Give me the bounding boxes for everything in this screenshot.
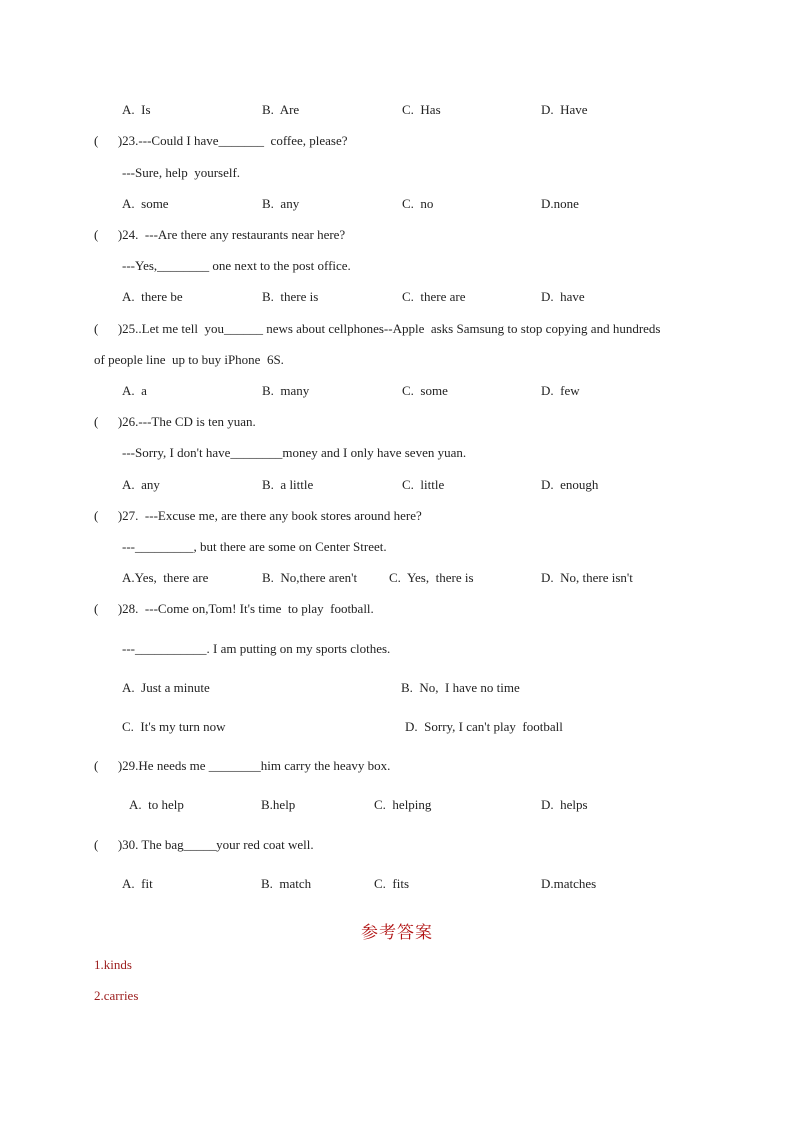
q27-reply: ---_________, but there are some on Center Street.: [122, 539, 387, 554]
q24-option-b: B. there is: [262, 289, 319, 304]
q25-option-d: D. few: [541, 383, 580, 398]
q24-option-d: D. have: [541, 289, 585, 304]
q28-option-a: A. Just a minute: [122, 680, 210, 695]
q25-option-b: B. many: [262, 383, 310, 398]
q27-stem: ( )27. ---Excuse me, are there any book stores around here?: [94, 508, 422, 523]
q23-reply: ---Sure, help yourself.: [122, 165, 241, 180]
q25-stem: ( )25..Let me tell you______ news about cellphones--Apple asks Samsung to stop copying and hundreds: [94, 321, 661, 336]
q26-stem: ( )26.---The CD is ten yuan.: [94, 414, 256, 429]
q30-option-d: D.matches: [541, 876, 597, 891]
q23-option-c: C. no: [402, 196, 434, 211]
q26-option-b: B. a little: [262, 477, 314, 492]
q30-option-b: B. match: [261, 876, 312, 891]
q29-option-c: C. helping: [374, 797, 432, 812]
q22-option-a: A. Is: [122, 102, 151, 117]
q28-reply: ---___________. I am putting on my sports clothes.: [122, 641, 391, 656]
q22-option-d: D. Have: [541, 102, 588, 117]
q25-option-c: C. some: [402, 383, 448, 398]
q27-option-a: A.Yes, there are: [122, 570, 209, 585]
q28-stem: ( )28. ---Come on,Tom! It's time to play football.: [94, 601, 374, 616]
q26-reply: ---Sorry, I don't have________money and I only have seven yuan.: [122, 445, 467, 460]
q25-option-a: A. a: [122, 383, 147, 398]
q24-reply: ---Yes,________ one next to the post office.: [122, 258, 351, 273]
q28-option-b: B. No, I have no time: [401, 680, 520, 695]
q24-stem: ( )24. ---Are there any restaurants near here?: [94, 227, 346, 242]
q24-option-a: A. there be: [122, 289, 183, 304]
q23-option-b: B. any: [262, 196, 300, 211]
q24-option-c: C. there are: [402, 289, 466, 304]
q29-stem: ( )29.He needs me ________him carry the heavy box.: [94, 758, 391, 773]
q30-option-c: C. fits: [374, 876, 410, 891]
q23-option-a: A. some: [122, 196, 169, 211]
answer-item: 1.kinds: [94, 957, 132, 972]
q25-stem-continued: of people line up to buy iPhone 6S.: [94, 352, 284, 367]
q29-option-d: D. helps: [541, 797, 588, 812]
q29-option-a: A. to help: [129, 797, 184, 812]
q30-stem: ( )30. The bag_____your red coat well.: [94, 837, 314, 852]
q29-option-b: B.help: [261, 797, 296, 812]
q22-option-b: B. Are: [262, 102, 300, 117]
q27-option-d: D. No, there isn't: [541, 570, 633, 585]
q22-option-c: C. Has: [402, 102, 441, 117]
answer-item: 2.carries: [94, 988, 139, 1003]
q27-option-b: B. No,there aren't: [262, 570, 358, 585]
q26-option-c: C. little: [402, 477, 445, 492]
q27-option-c: C. Yes, there is: [389, 570, 474, 585]
answer-key-heading: 参考答案: [361, 923, 433, 943]
q23-option-d: D.none: [541, 196, 579, 211]
q26-option-a: A. any: [122, 477, 160, 492]
q28-option-d: D. Sorry, I can't play football: [405, 719, 563, 734]
q30-option-a: A. fit: [122, 876, 153, 891]
q28-option-c: C. It's my turn now: [122, 719, 226, 734]
q23-stem: ( )23.---Could I have_______ coffee, please?: [94, 133, 348, 148]
q26-option-d: D. enough: [541, 477, 599, 492]
